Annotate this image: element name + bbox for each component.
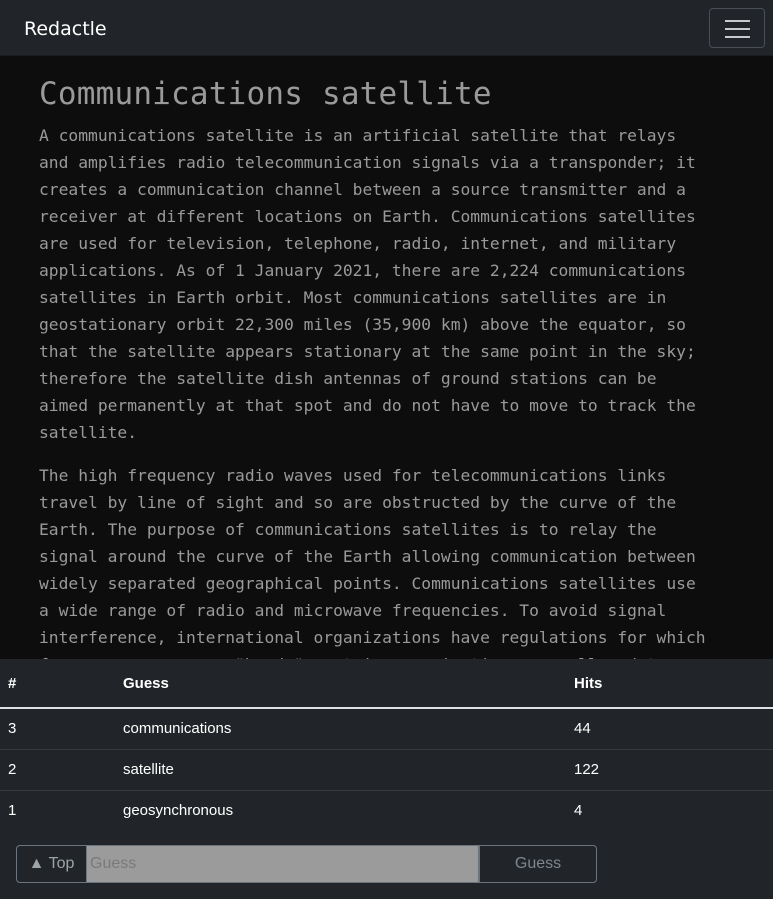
hamburger-bar: [725, 36, 750, 38]
brand-logo[interactable]: Redactle: [24, 18, 107, 40]
table-header-row: [0, 659, 773, 708]
row-num: 3: [8, 720, 17, 738]
row-guess[interactable]: geosynchronous: [123, 802, 234, 819]
guess-input-bar: [0, 831, 773, 899]
header-guess[interactable]: Guess: [123, 674, 169, 692]
header-num[interactable]: #: [8, 674, 17, 692]
row-hits: 122: [574, 761, 600, 778]
article-paragraph: A communications satellite is an artificial satellite that relays and amplifies radio telecommunication signals via a transponder; it creates a communication channel between a source transmitter and a receiver at different locations on Earth. Communications satellites are used for television, telephone, radio, internet, and military applications. As of 1 January 2021, there are 2,224 communications satellites in Earth orbit. Most communications satellites are in geostationary orbit 22,300 miles (35,900 km) above the equator, so that the satellite appears stationary at the same point in the sky; therefore the satellite dish antennas of ground stations can be aimed permanently at that spot and do not have to move to track the satellite.: [39, 126, 696, 442]
hamburger-bar: [725, 20, 750, 22]
article-body: [39, 56, 729, 678]
hamburger-menu-icon[interactable]: [709, 8, 765, 48]
top-button[interactable]: ▲ Top: [16, 845, 86, 883]
row-guess[interactable]: satellite: [123, 761, 174, 778]
guess-button[interactable]: Guess: [479, 845, 597, 883]
row-guess[interactable]: communications: [123, 720, 232, 738]
navbar: [0, 0, 773, 56]
row-num: 2: [8, 761, 17, 778]
row-hits: 4: [574, 802, 583, 819]
hamburger-bar: [725, 28, 750, 30]
table-row[interactable]: [0, 790, 773, 831]
guess-input[interactable]: Guess: [86, 845, 479, 883]
table-row[interactable]: [0, 749, 773, 790]
article-title: Communications satellite: [39, 76, 492, 112]
article-container: [0, 56, 773, 659]
header-hits[interactable]: Hits: [574, 674, 603, 692]
row-num: 1: [8, 802, 17, 819]
row-hits: 44: [574, 720, 591, 738]
article-paragraph: The high frequency radio waves used for telecommunications links travel by line of sight and so are obstructed by the curve of the Earth. The purpose of communications satellites is to relay the signal around the curve of the Earth allowing communication between widely separated geographical points. Communications satellites use a wide range of radio and microwave frequencies. To avoid signal interference, international organizations have regulations for which: [39, 466, 706, 647]
guess-table: [0, 659, 773, 832]
table-row[interactable]: [0, 708, 773, 749]
